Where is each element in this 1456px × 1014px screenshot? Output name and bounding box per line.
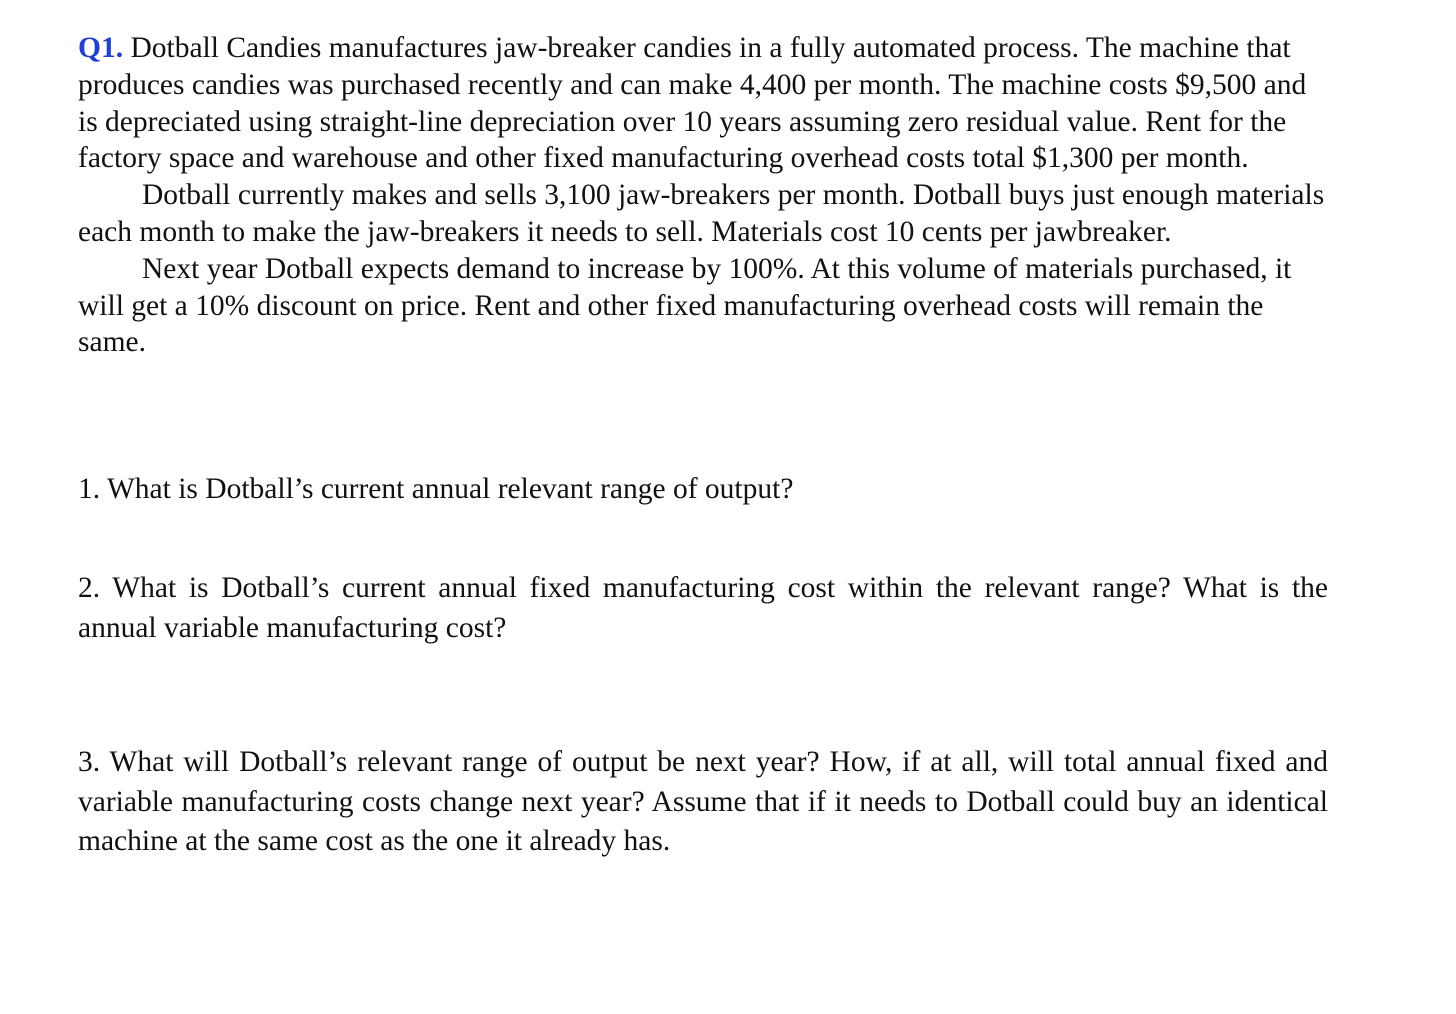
paragraph-3: Next year Dotball expects demand to increase by 100%. At this volume of materials purchased, it will get a 10% discount on price. Rent and other fixed manufacturing overhead costs will remain the same. bbox=[78, 252, 1292, 359]
paragraph-2: Dotball currently makes and sells 3,100 jaw-breakers per month. Dotball buys just enough materials each month to make the jaw-breakers it needs to sell. Materials cost 10 cents per jawbreaker. bbox=[78, 179, 1325, 248]
question-label: Q1. bbox=[78, 32, 124, 64]
paragraph-1 bbox=[78, 30, 1328, 177]
problem-statement bbox=[78, 30, 1328, 361]
paragraph-1-text: Dotball Candies manufactures jaw-breaker candies in a fully automated process. The machine that produces candies was purchased recently and can make 4,400 per month. The machine costs $9,500 and is depreciated using straight-line depreciation over 10 years assuming zero residual value. Rent for the factory space and warehouse and other fixed manufacturing overhead costs total $1,300 per month. bbox=[78, 32, 1307, 175]
question-1: 1. What is Dotball’s current annual relevant range of output? bbox=[78, 473, 794, 505]
question-2: 2. What is Dotball’s current annual fixed manufacturing cost within the relevant range? What is the annual variable manufacturing cost? bbox=[78, 572, 1328, 644]
document-page bbox=[78, 30, 1328, 857]
question-3: 3. What will Dotball’s relevant range of output be next year? How, if at all, will total annual fixed and variable manufacturing costs change next year? Assume that if it needs to Dotball could buy an identical machine at the same cost as the one it already has. bbox=[78, 746, 1328, 857]
